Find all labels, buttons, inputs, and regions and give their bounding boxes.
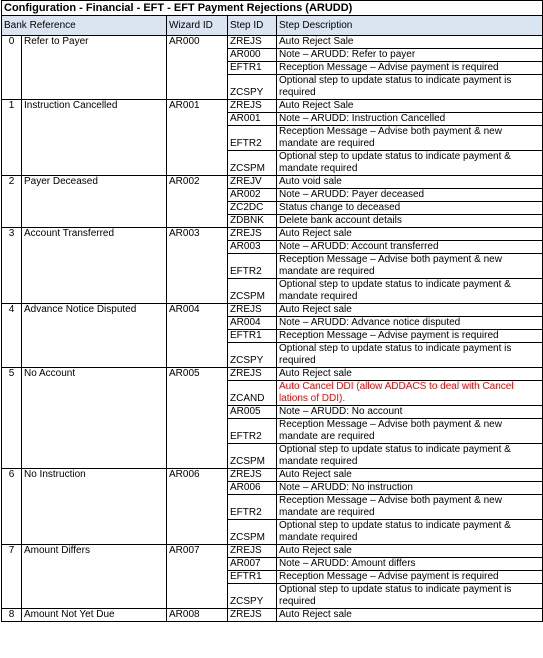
wizard-id	[167, 202, 228, 215]
table-row	[2, 36, 543, 49]
row-number: 4	[2, 304, 22, 317]
row-number: 3	[2, 228, 22, 241]
step-description: Reception Message – Advise both payment & new mandate are required	[277, 495, 543, 520]
wizard-id	[167, 558, 228, 571]
step-description: Optional step to update status to indicate payment & mandate required	[277, 279, 543, 304]
table-row	[2, 469, 543, 482]
table-row	[2, 520, 543, 545]
bank-reference: Amount Not Yet Due	[22, 609, 167, 622]
step-description: Reception Message – Advise both payment & new mandate are required	[277, 419, 543, 444]
wizard-id	[167, 520, 228, 545]
wizard-id: AR000	[167, 36, 228, 49]
step-description: Reception Message – Advise payment is required	[277, 330, 543, 343]
row-number	[2, 584, 22, 609]
row-number: 0	[2, 36, 22, 49]
row-number: 8	[2, 609, 22, 622]
wizard-id	[167, 495, 228, 520]
step-description: Note – ARUDD: Refer to payer	[277, 49, 543, 62]
row-number	[2, 202, 22, 215]
bank-reference: Instruction Cancelled	[22, 100, 167, 113]
row-number	[2, 343, 22, 368]
bank-reference	[22, 495, 167, 520]
wizard-id: AR004	[167, 304, 228, 317]
step-description: Auto Reject sale	[277, 368, 543, 381]
step-description: Optional step to update status to indicate payment & mandate required	[277, 151, 543, 176]
step-description: Optional step to update status to indicate payment & mandate required	[277, 520, 543, 545]
header-wizard-id: Wizard ID	[167, 16, 228, 36]
step-description: Auto Cancel DDI (allow ADDACS to deal with Cancel lations of DDI).	[277, 381, 543, 406]
row-number	[2, 151, 22, 176]
table-row	[2, 62, 543, 75]
table-row	[2, 317, 543, 330]
step-id: AR005	[228, 406, 277, 419]
step-id: ZCSPY	[228, 343, 277, 368]
wizard-id: AR005	[167, 368, 228, 381]
step-id: ZREJS	[228, 368, 277, 381]
header-step-id: Step ID	[228, 16, 277, 36]
table-row	[2, 571, 543, 584]
row-number	[2, 241, 22, 254]
step-id: ZCSPY	[228, 584, 277, 609]
row-number: 1	[2, 100, 22, 113]
table-title: Configuration - Financial - EFT - EFT Payment Rejections (ARUDD)	[2, 1, 543, 16]
wizard-id	[167, 241, 228, 254]
wizard-id	[167, 419, 228, 444]
wizard-id	[167, 317, 228, 330]
bank-reference	[22, 151, 167, 176]
bank-reference	[22, 343, 167, 368]
step-description: Reception Message – Advise both payment & new mandate are required	[277, 126, 543, 151]
bank-reference	[22, 254, 167, 279]
wizard-id	[167, 482, 228, 495]
step-id: ZREJV	[228, 176, 277, 189]
bank-reference	[22, 279, 167, 304]
step-id: EFTR1	[228, 330, 277, 343]
step-id: ZREJS	[228, 545, 277, 558]
step-description: Auto Reject sale	[277, 609, 543, 622]
row-number	[2, 444, 22, 469]
row-number	[2, 330, 22, 343]
bank-reference	[22, 241, 167, 254]
row-number	[2, 406, 22, 419]
step-description: Note – ARUDD: Account transferred	[277, 241, 543, 254]
table-row	[2, 189, 543, 202]
step-description: Auto void sale	[277, 176, 543, 189]
step-id: EFTR2	[228, 495, 277, 520]
wizard-id	[167, 330, 228, 343]
table-row	[2, 254, 543, 279]
wizard-id	[167, 49, 228, 62]
bank-reference	[22, 419, 167, 444]
step-id: AR007	[228, 558, 277, 571]
step-id: EFTR2	[228, 126, 277, 151]
table-row	[2, 558, 543, 571]
header-row	[2, 16, 543, 36]
step-description: Note – ARUDD: Advance notice disputed	[277, 317, 543, 330]
step-description: Note – ARUDD: Amount differs	[277, 558, 543, 571]
step-description: Note – ARUDD: Instruction Cancelled	[277, 113, 543, 126]
row-number: 7	[2, 545, 22, 558]
wizard-id	[167, 62, 228, 75]
table-row	[2, 228, 543, 241]
table-row	[2, 545, 543, 558]
wizard-id: AR002	[167, 176, 228, 189]
step-id: ZREJS	[228, 304, 277, 317]
wizard-id	[167, 343, 228, 368]
header-bank-reference: Bank Reference	[2, 16, 167, 36]
table-row	[2, 304, 543, 317]
step-description: Auto Reject Sale	[277, 100, 543, 113]
table-row	[2, 444, 543, 469]
table-row	[2, 202, 543, 215]
step-id: AR001	[228, 113, 277, 126]
step-id: AR004	[228, 317, 277, 330]
step-id: ZREJS	[228, 469, 277, 482]
bank-reference	[22, 330, 167, 343]
table-row	[2, 241, 543, 254]
table-row	[2, 215, 543, 228]
wizard-id	[167, 151, 228, 176]
bank-reference	[22, 406, 167, 419]
wizard-id	[167, 215, 228, 228]
step-id: EFTR2	[228, 254, 277, 279]
bank-reference	[22, 126, 167, 151]
bank-reference	[22, 215, 167, 228]
row-number	[2, 419, 22, 444]
step-description: Optional step to update status to indicate payment is required	[277, 75, 543, 100]
step-id: AR003	[228, 241, 277, 254]
table-row	[2, 609, 543, 622]
step-description: Note – ARUDD: No instruction	[277, 482, 543, 495]
bank-reference: Payer Deceased	[22, 176, 167, 189]
wizard-id	[167, 381, 228, 406]
table-row	[2, 126, 543, 151]
step-description: Status change to deceased	[277, 202, 543, 215]
step-id: ZCSPM	[228, 444, 277, 469]
step-description: Auto Reject sale	[277, 228, 543, 241]
step-id: ZCSPM	[228, 151, 277, 176]
wizard-id: AR003	[167, 228, 228, 241]
step-description: Optional step to update status to indicate payment is required	[277, 343, 543, 368]
step-id: EFTR1	[228, 571, 277, 584]
bank-reference	[22, 75, 167, 100]
bank-reference	[22, 520, 167, 545]
row-number	[2, 495, 22, 520]
row-number: 2	[2, 176, 22, 189]
row-number: 5	[2, 368, 22, 381]
bank-reference	[22, 381, 167, 406]
table-row	[2, 343, 543, 368]
header-step-description: Step Description	[277, 16, 543, 36]
row-number	[2, 482, 22, 495]
step-id: AR006	[228, 482, 277, 495]
bank-reference: No Instruction	[22, 469, 167, 482]
bank-reference	[22, 584, 167, 609]
wizard-id	[167, 279, 228, 304]
table-row	[2, 406, 543, 419]
step-description: Optional step to update status to indicate payment & mandate required	[277, 444, 543, 469]
bank-reference: No Account	[22, 368, 167, 381]
bank-reference: Refer to Payer	[22, 36, 167, 49]
step-id: ZCSPM	[228, 520, 277, 545]
table-row	[2, 368, 543, 381]
arudd-table	[1, 0, 543, 622]
wizard-id	[167, 126, 228, 151]
bank-reference	[22, 49, 167, 62]
wizard-id	[167, 254, 228, 279]
row-number	[2, 254, 22, 279]
row-number	[2, 62, 22, 75]
bank-reference	[22, 444, 167, 469]
table-row	[2, 584, 543, 609]
bank-reference	[22, 113, 167, 126]
wizard-id: AR007	[167, 545, 228, 558]
step-id: ZREJS	[228, 36, 277, 49]
bank-reference: Account Transferred	[22, 228, 167, 241]
step-description: Auto Reject Sale	[277, 36, 543, 49]
row-number	[2, 49, 22, 62]
step-id: ZDBNK	[228, 215, 277, 228]
wizard-id	[167, 584, 228, 609]
row-number	[2, 558, 22, 571]
step-description: Note – ARUDD: No account	[277, 406, 543, 419]
row-number	[2, 113, 22, 126]
step-id: ZC2DC	[228, 202, 277, 215]
table-row	[2, 419, 543, 444]
row-number	[2, 189, 22, 202]
table-row	[2, 49, 543, 62]
step-description: Delete bank account details	[277, 215, 543, 228]
step-id: ZCSPY	[228, 75, 277, 100]
bank-reference	[22, 558, 167, 571]
step-id: AR000	[228, 49, 277, 62]
row-number: 6	[2, 469, 22, 482]
step-description: Reception Message – Advise payment is required	[277, 571, 543, 584]
step-id: ZREJS	[228, 228, 277, 241]
table-row	[2, 176, 543, 189]
row-number	[2, 126, 22, 151]
bank-reference: Advance Notice Disputed	[22, 304, 167, 317]
wizard-id	[167, 406, 228, 419]
step-id: ZREJS	[228, 609, 277, 622]
table-row	[2, 330, 543, 343]
row-number	[2, 571, 22, 584]
wizard-id	[167, 75, 228, 100]
step-description: Auto Reject sale	[277, 545, 543, 558]
row-number	[2, 317, 22, 330]
row-number	[2, 75, 22, 100]
bank-reference	[22, 202, 167, 215]
wizard-id: AR006	[167, 469, 228, 482]
table-row	[2, 75, 543, 100]
step-description: Auto Reject sale	[277, 304, 543, 317]
table-row	[2, 151, 543, 176]
bank-reference	[22, 317, 167, 330]
step-id: ZCSPM	[228, 279, 277, 304]
step-id: EFTR1	[228, 62, 277, 75]
step-description: Reception Message – Advise payment is required	[277, 62, 543, 75]
row-number	[2, 381, 22, 406]
table-row	[2, 100, 543, 113]
bank-reference	[22, 482, 167, 495]
step-id: ZREJS	[228, 100, 277, 113]
step-description: Note – ARUDD: Payer deceased	[277, 189, 543, 202]
wizard-id	[167, 113, 228, 126]
row-number	[2, 215, 22, 228]
bank-reference: Amount Differs	[22, 545, 167, 558]
table-row	[2, 495, 543, 520]
row-number	[2, 520, 22, 545]
table-row	[2, 381, 543, 406]
bank-reference	[22, 571, 167, 584]
step-id: ZCAND	[228, 381, 277, 406]
table-row	[2, 113, 543, 126]
table-row	[2, 482, 543, 495]
bank-reference	[22, 62, 167, 75]
wizard-id: AR008	[167, 609, 228, 622]
step-description: Optional step to update status to indicate payment is required	[277, 584, 543, 609]
step-id: EFTR2	[228, 419, 277, 444]
wizard-id	[167, 444, 228, 469]
wizard-id	[167, 571, 228, 584]
bank-reference	[22, 189, 167, 202]
row-number	[2, 279, 22, 304]
wizard-id	[167, 189, 228, 202]
step-description: Auto Reject sale	[277, 469, 543, 482]
step-description: Reception Message – Advise both payment & new mandate are required	[277, 254, 543, 279]
table-row	[2, 279, 543, 304]
wizard-id: AR001	[167, 100, 228, 113]
step-id: AR002	[228, 189, 277, 202]
